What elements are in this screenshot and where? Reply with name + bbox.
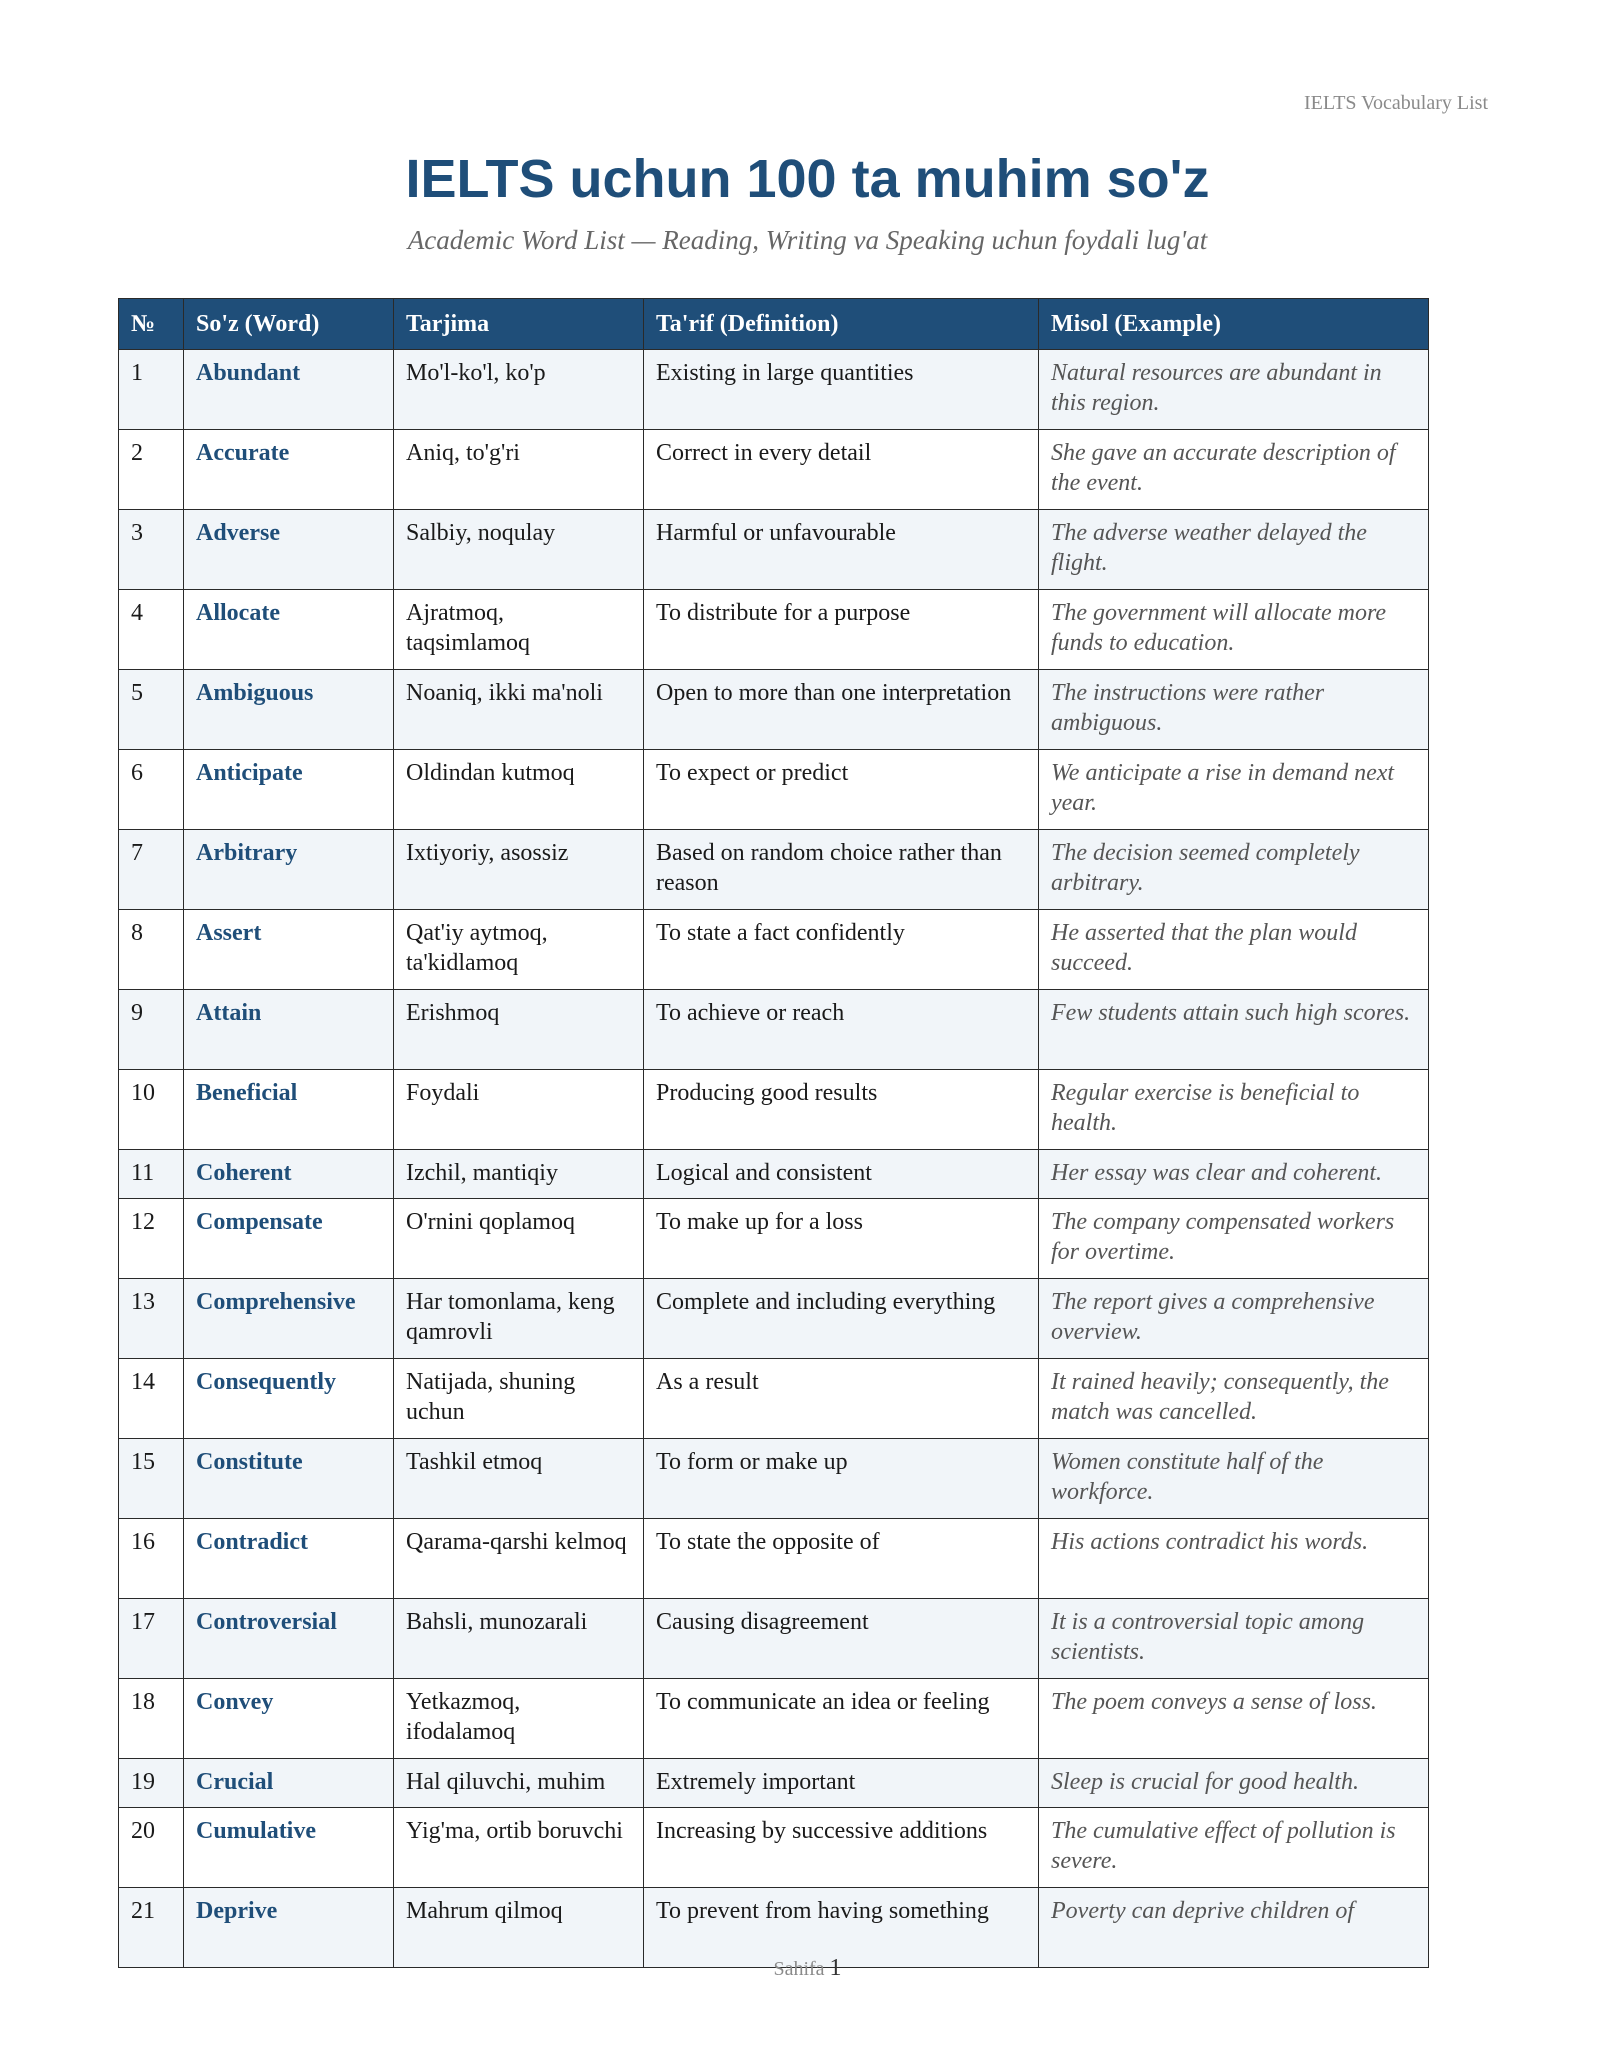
table-row [119, 510, 1429, 590]
page-number: 1 [829, 1955, 842, 1981]
cell-definition: Based on random choice rather than reason [644, 830, 1039, 910]
cell-translation: Natijada, shuning uchun [394, 1359, 644, 1439]
cell-example: She gave an accurate description of the event. [1039, 430, 1429, 510]
cell-translation: Mo'l-ko'l, ko'p [394, 350, 644, 430]
cell-definition: To state a fact confidently [644, 910, 1039, 990]
cell-number: 2 [119, 430, 184, 510]
cell-word: Beneficial [184, 1070, 394, 1150]
cell-translation: Qarama-qarshi kelmoq [394, 1519, 644, 1599]
table-row [119, 1439, 1429, 1519]
cell-definition: To state the opposite of [644, 1519, 1039, 1599]
cell-definition: Harmful or unfavourable [644, 510, 1039, 590]
table-row [119, 1759, 1429, 1808]
cell-number: 3 [119, 510, 184, 590]
cell-translation: Salbiy, noqulay [394, 510, 644, 590]
cell-translation: Ixtiyoriy, asossiz [394, 830, 644, 910]
cell-translation: Mahrum qilmoq [394, 1888, 644, 1968]
cell-translation: Ajratmoq, taqsimlamoq [394, 590, 644, 670]
cell-word: Convey [184, 1679, 394, 1759]
cell-number: 17 [119, 1599, 184, 1679]
cell-definition: To form or make up [644, 1439, 1039, 1519]
cell-number: 4 [119, 590, 184, 670]
cell-word: Arbitrary [184, 830, 394, 910]
table-row [119, 590, 1429, 670]
cell-number: 5 [119, 670, 184, 750]
cell-number: 14 [119, 1359, 184, 1439]
cell-number: 20 [119, 1808, 184, 1888]
cell-word: Coherent [184, 1150, 394, 1199]
cell-example: The government will allocate more funds to education. [1039, 590, 1429, 670]
cell-word: Ambiguous [184, 670, 394, 750]
header-example: Misol (Example) [1039, 299, 1429, 350]
running-header: IELTS Vocabulary List [1303, 92, 1488, 114]
page-subtitle: Academic Word List — Reading, Writing va Speaking uchun foydali lug'at [407, 225, 1208, 255]
cell-word: Anticipate [184, 750, 394, 830]
table-row [119, 910, 1429, 990]
cell-example: The poem conveys a sense of loss. [1039, 1679, 1429, 1759]
cell-number: 12 [119, 1199, 184, 1279]
footer-label: Sahifa [773, 1958, 825, 1980]
cell-example: The report gives a comprehensive overview. [1039, 1279, 1429, 1359]
cell-number: 16 [119, 1519, 184, 1599]
cell-definition: Causing disagreement [644, 1599, 1039, 1679]
cell-definition: Existing in large quantities [644, 350, 1039, 430]
cell-word: Adverse [184, 510, 394, 590]
cell-definition: To distribute for a purpose [644, 590, 1039, 670]
table-row [119, 350, 1429, 430]
cell-number: 18 [119, 1679, 184, 1759]
page-title: IELTS uchun 100 ta muhim so'z [405, 149, 1210, 209]
table-row [119, 990, 1429, 1070]
cell-translation: Oldindan kutmoq [394, 750, 644, 830]
cell-translation: Har tomonlama, keng qamrovli [394, 1279, 644, 1359]
cell-number: 11 [119, 1150, 184, 1199]
cell-word: Allocate [184, 590, 394, 670]
cell-definition: Producing good results [644, 1070, 1039, 1150]
cell-definition: To make up for a loss [644, 1199, 1039, 1279]
cell-word: Constitute [184, 1439, 394, 1519]
cell-example: Her essay was clear and coherent. [1039, 1150, 1429, 1199]
table-row [119, 830, 1429, 910]
cell-translation: Bahsli, munozarali [394, 1599, 644, 1679]
table-row [119, 750, 1429, 830]
cell-number: 7 [119, 830, 184, 910]
cell-example: Women constitute half of the workforce. [1039, 1439, 1429, 1519]
cell-definition: Increasing by successive additions [644, 1808, 1039, 1888]
table-row [119, 430, 1429, 510]
cell-definition: To achieve or reach [644, 990, 1039, 1070]
table-row [119, 1679, 1429, 1759]
cell-number: 8 [119, 910, 184, 990]
cell-example: We anticipate a rise in demand next year. [1039, 750, 1429, 830]
cell-word: Deprive [184, 1888, 394, 1968]
cell-example: Natural resources are abundant in this region. [1039, 350, 1429, 430]
header-definition: Ta'rif (Definition) [644, 299, 1039, 350]
cell-translation: O'rnini qoplamoq [394, 1199, 644, 1279]
cell-number: 10 [119, 1070, 184, 1150]
cell-word: Cumulative [184, 1808, 394, 1888]
cell-number: 15 [119, 1439, 184, 1519]
cell-example: His actions contradict his words. [1039, 1519, 1429, 1599]
cell-example: The adverse weather delayed the flight. [1039, 510, 1429, 590]
cell-translation: Noaniq, ikki ma'noli [394, 670, 644, 750]
cell-number: 13 [119, 1279, 184, 1359]
cell-number: 19 [119, 1759, 184, 1808]
cell-word: Accurate [184, 430, 394, 510]
table-row [119, 1359, 1429, 1439]
cell-example: Few students attain such high scores. [1039, 990, 1429, 1070]
cell-translation: Yetkazmoq, ifodalamoq [394, 1679, 644, 1759]
table-row [119, 1519, 1429, 1599]
cell-number: 21 [119, 1888, 184, 1968]
cell-word: Attain [184, 990, 394, 1070]
table-row [119, 1150, 1429, 1199]
table-row [119, 1199, 1429, 1279]
cell-definition: To expect or predict [644, 750, 1039, 830]
cell-word: Contradict [184, 1519, 394, 1599]
cell-word: Crucial [184, 1759, 394, 1808]
cell-number: 1 [119, 350, 184, 430]
table-row [119, 1279, 1429, 1359]
page-footer [0, 1955, 1600, 1982]
cell-translation: Qat'iy aytmoq, ta'kidlamoq [394, 910, 644, 990]
cell-example: The company compensated workers for overtime. [1039, 1199, 1429, 1279]
cell-word: Compensate [184, 1199, 394, 1279]
cell-definition: To communicate an idea or feeling [644, 1679, 1039, 1759]
table-row [119, 1070, 1429, 1150]
cell-translation: Erishmoq [394, 990, 644, 1070]
cell-definition: Complete and including everything [644, 1279, 1039, 1359]
table-header-row [119, 299, 1429, 350]
header-number: № [119, 299, 184, 350]
cell-translation: Yig'ma, ortib boruvchi [394, 1808, 644, 1888]
cell-example: Sleep is crucial for good health. [1039, 1759, 1429, 1808]
cell-definition: To prevent from having something [644, 1888, 1039, 1968]
header-word: So'z (Word) [184, 299, 394, 350]
table-body [119, 350, 1429, 1968]
vocabulary-table [118, 298, 1429, 1968]
cell-word: Controversial [184, 1599, 394, 1679]
cell-example: The instructions were rather ambiguous. [1039, 670, 1429, 750]
cell-translation: Izchil, mantiqiy [394, 1150, 644, 1199]
cell-example: It is a controversial topic among scientists. [1039, 1599, 1429, 1679]
cell-definition: As a result [644, 1359, 1039, 1439]
cell-translation: Tashkil etmoq [394, 1439, 644, 1519]
table-row [119, 1599, 1429, 1679]
cell-word: Abundant [184, 350, 394, 430]
cell-example: Poverty can deprive children of [1039, 1888, 1429, 1968]
cell-definition: Logical and consistent [644, 1150, 1039, 1199]
cell-example: The decision seemed completely arbitrary. [1039, 830, 1429, 910]
cell-example: It rained heavily; consequently, the match was cancelled. [1039, 1359, 1429, 1439]
cell-definition: Open to more than one interpretation [644, 670, 1039, 750]
cell-example: Regular exercise is beneficial to health. [1039, 1070, 1429, 1150]
cell-example: He asserted that the plan would succeed. [1039, 910, 1429, 990]
cell-translation: Foydali [394, 1070, 644, 1150]
cell-number: 6 [119, 750, 184, 830]
cell-definition: Extremely important [644, 1759, 1039, 1808]
table-row [119, 1808, 1429, 1888]
cell-definition: Correct in every detail [644, 430, 1039, 510]
cell-number: 9 [119, 990, 184, 1070]
cell-word: Consequently [184, 1359, 394, 1439]
cell-translation: Hal qiluvchi, muhim [394, 1759, 644, 1808]
cell-translation: Aniq, to'g'ri [394, 430, 644, 510]
cell-word: Assert [184, 910, 394, 990]
header-translation: Tarjima [394, 299, 644, 350]
cell-word: Comprehensive [184, 1279, 394, 1359]
table-row [119, 670, 1429, 750]
cell-example: The cumulative effect of pollution is severe. [1039, 1808, 1429, 1888]
